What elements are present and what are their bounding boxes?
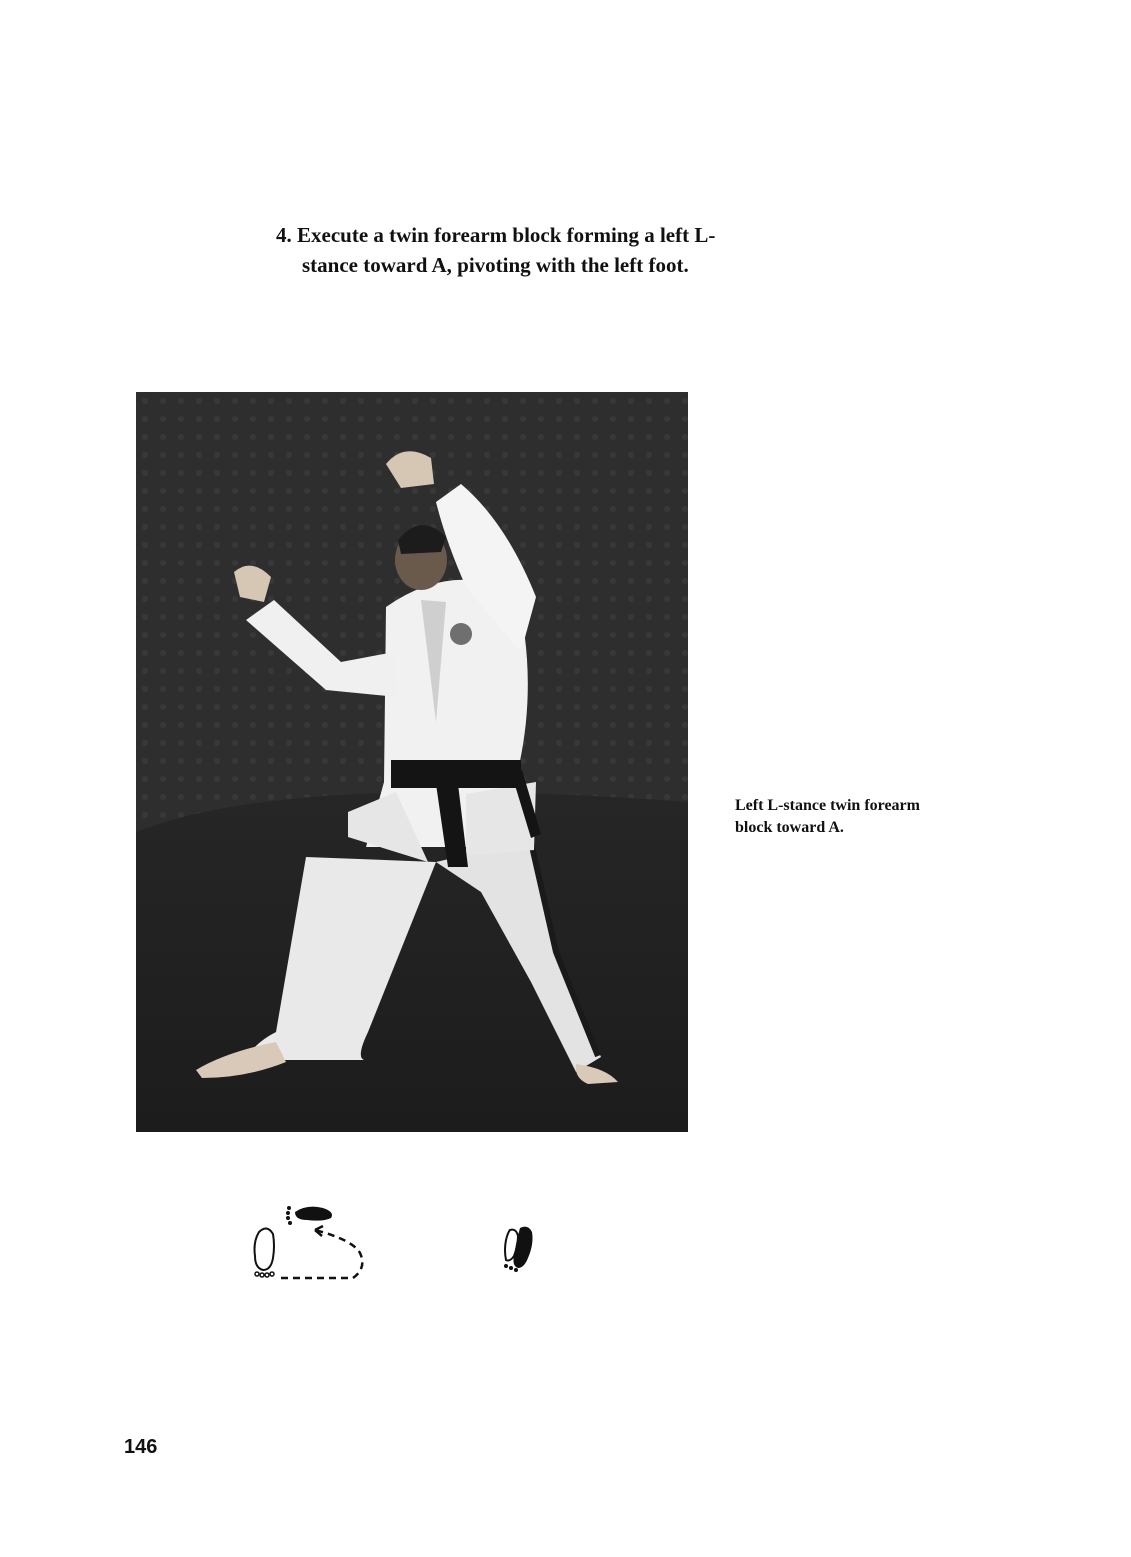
page-number: 146 [124,1436,158,1458]
caption-line-2: block toward A. [735,819,844,836]
photo-caption [735,795,1035,839]
technique-photo [136,392,688,1132]
instruction-line-2: stance toward A, pivoting with the left foot. [302,253,689,277]
pivot-footsteps-icon [245,1198,375,1288]
instruction-text [276,220,876,280]
instruction-line-1: 4. Execute a twin forearm block forming a left L- [276,223,716,247]
caption-line-1: Left L-stance twin forearm [735,797,920,814]
footprint-icon [498,1220,548,1282]
